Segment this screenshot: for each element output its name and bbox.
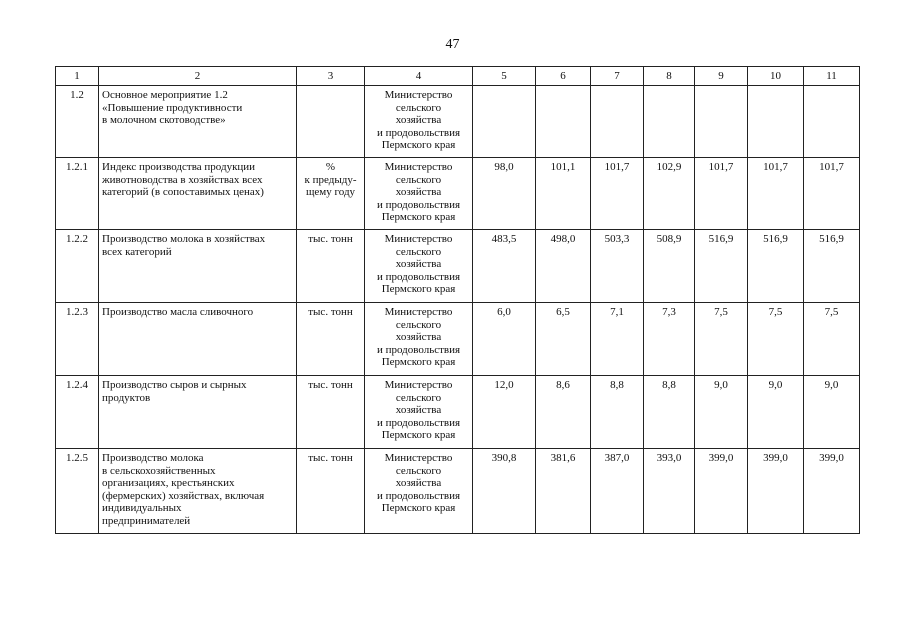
value-cell: 381,6 <box>536 449 591 534</box>
unit-cell: тыс. тонн <box>297 376 365 449</box>
table-row <box>56 158 860 230</box>
value-cell: 7,5 <box>695 303 748 376</box>
indicator-name: Производство сыров и сырных продуктов <box>99 376 297 449</box>
header-cell-4: 4 <box>365 67 473 86</box>
responsible-org: Министерство сельского хозяйства и продовольствия Пермского края <box>365 230 473 303</box>
indicator-name: Производство молока в сельскохозяйственных организациях, крестьянских (фермерских) хозяйствах, включая индивидуальных предпринимателей <box>99 449 297 534</box>
value-cell: 516,9 <box>748 230 804 303</box>
value-cell: 9,0 <box>748 376 804 449</box>
unit-cell: тыс. тонн <box>297 303 365 376</box>
table-row <box>56 303 860 376</box>
value-cell: 101,7 <box>804 158 860 230</box>
indicator-name: Основное мероприятие 1.2 «Повышение продуктивности в молочном скотоводстве» <box>99 86 297 158</box>
value-cell <box>644 86 695 158</box>
table-row <box>56 230 860 303</box>
value-cell: 393,0 <box>644 449 695 534</box>
header-cell-1: 1 <box>56 67 99 86</box>
value-cell <box>695 86 748 158</box>
responsible-org: Министерство сельского хозяйства и продовольствия Пермского края <box>365 449 473 534</box>
value-cell: 516,9 <box>804 230 860 303</box>
row-number: 1.2.2 <box>56 230 99 303</box>
value-cell: 516,9 <box>695 230 748 303</box>
indicators-table <box>55 66 860 534</box>
unit-cell: % к предыду- щему году <box>297 158 365 230</box>
value-cell: 101,1 <box>536 158 591 230</box>
row-number: 1.2 <box>56 86 99 158</box>
value-cell: 399,0 <box>695 449 748 534</box>
value-cell: 7,3 <box>644 303 695 376</box>
unit-cell <box>297 86 365 158</box>
unit-cell: тыс. тонн <box>297 230 365 303</box>
value-cell: 6,0 <box>473 303 536 376</box>
value-cell <box>804 86 860 158</box>
value-cell: 98,0 <box>473 158 536 230</box>
value-cell: 12,0 <box>473 376 536 449</box>
value-cell: 8,8 <box>591 376 644 449</box>
value-cell: 508,9 <box>644 230 695 303</box>
value-cell: 8,8 <box>644 376 695 449</box>
value-cell <box>591 86 644 158</box>
responsible-org: Министерство сельского хозяйства и продовольствия Пермского края <box>365 376 473 449</box>
row-number: 1.2.3 <box>56 303 99 376</box>
header-row <box>56 67 860 86</box>
value-cell: 483,5 <box>473 230 536 303</box>
table-row <box>56 376 860 449</box>
row-number: 1.2.4 <box>56 376 99 449</box>
value-cell <box>536 86 591 158</box>
responsible-org: Министерство сельского хозяйства и продовольствия Пермского края <box>365 303 473 376</box>
value-cell: 7,1 <box>591 303 644 376</box>
value-cell: 9,0 <box>695 376 748 449</box>
value-cell: 399,0 <box>748 449 804 534</box>
header-cell-8: 8 <box>644 67 695 86</box>
value-cell: 390,8 <box>473 449 536 534</box>
value-cell: 101,7 <box>748 158 804 230</box>
responsible-org: Министерство сельского хозяйства и продовольствия Пермского края <box>365 158 473 230</box>
header-cell-2: 2 <box>99 67 297 86</box>
header-cell-6: 6 <box>536 67 591 86</box>
value-cell: 399,0 <box>804 449 860 534</box>
value-cell: 498,0 <box>536 230 591 303</box>
header-cell-3: 3 <box>297 67 365 86</box>
value-cell <box>473 86 536 158</box>
row-number: 1.2.5 <box>56 449 99 534</box>
indicator-name: Производство масла сливочного <box>99 303 297 376</box>
value-cell <box>748 86 804 158</box>
row-number: 1.2.1 <box>56 158 99 230</box>
value-cell: 101,7 <box>695 158 748 230</box>
table-row <box>56 86 860 158</box>
page-number: 47 <box>445 37 460 52</box>
value-cell: 6,5 <box>536 303 591 376</box>
value-cell: 101,7 <box>591 158 644 230</box>
header-cell-5: 5 <box>473 67 536 86</box>
header-cell-7: 7 <box>591 67 644 86</box>
header-cell-11: 11 <box>804 67 860 86</box>
value-cell: 7,5 <box>748 303 804 376</box>
value-cell: 8,6 <box>536 376 591 449</box>
unit-cell: тыс. тонн <box>297 449 365 534</box>
table-row <box>56 449 860 534</box>
value-cell: 9,0 <box>804 376 860 449</box>
responsible-org: Министерство сельского хозяйства и продовольствия Пермского края <box>365 86 473 158</box>
header-cell-9: 9 <box>695 67 748 86</box>
indicator-name: Производство молока в хозяйствах всех категорий <box>99 230 297 303</box>
value-cell: 102,9 <box>644 158 695 230</box>
value-cell: 7,5 <box>804 303 860 376</box>
indicator-name: Индекс производства продукции животноводства в хозяйствах всех категорий (в сопоставимых ценах) <box>99 158 297 230</box>
value-cell: 503,3 <box>591 230 644 303</box>
header-cell-10: 10 <box>748 67 804 86</box>
value-cell: 387,0 <box>591 449 644 534</box>
